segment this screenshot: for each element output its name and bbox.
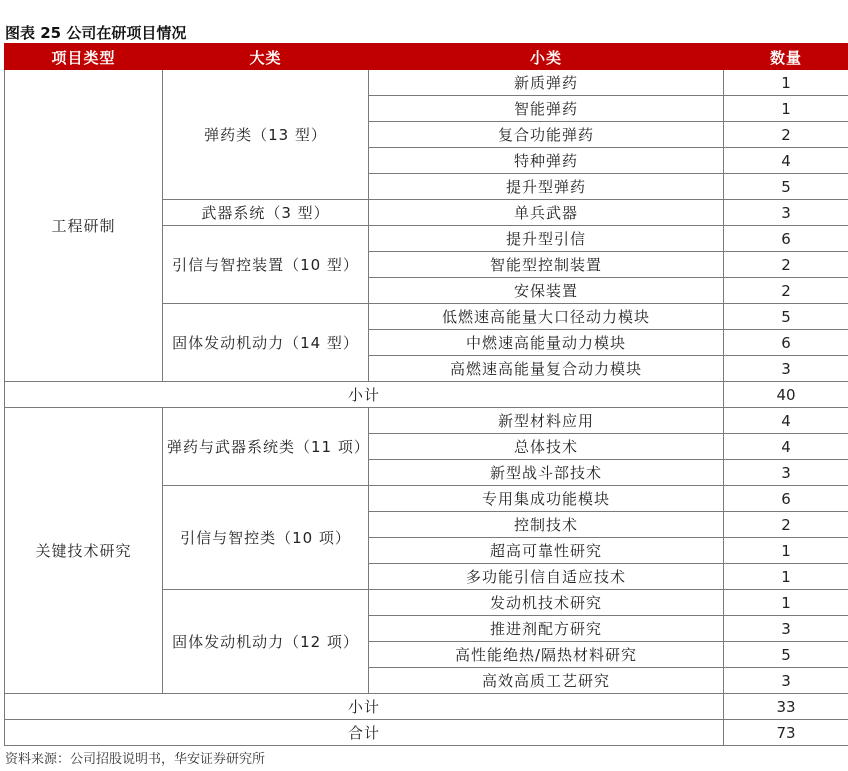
projects-table [4,44,848,746]
count-cell: 5 [724,174,848,200]
count-cell: 3 [724,460,848,486]
project-type-cell: 工程研制 [5,70,163,382]
subtotal-value: 40 [724,382,848,408]
minor-category-cell: 高效高质工艺研究 [369,668,724,694]
count-cell: 1 [724,564,848,590]
minor-category-cell: 智能型控制装置 [369,252,724,278]
minor-category-cell: 低燃速高能量大口径动力模块 [369,304,724,330]
count-cell: 2 [724,252,848,278]
source-note: 资料来源：公司招股说明书，华安证券研究所 [5,752,266,767]
minor-category-cell: 提升型引信 [369,226,724,252]
minor-category-cell: 高燃速高能量复合动力模块 [369,356,724,382]
major-category-cell: 固体发动机动力（12 项） [163,590,369,694]
minor-category-cell: 专用集成功能模块 [369,486,724,512]
major-category-cell: 引信与智控类（10 项） [163,486,369,590]
subtotal-label: 小计 [5,382,724,408]
major-category-cell: 弹药类（13 型） [163,70,369,200]
table-row [5,70,848,96]
total-row [5,720,848,746]
subtotal-row [5,694,848,720]
figure-title: 图表 25 公司在研项目情况 [5,24,187,42]
subtotal-row [5,382,848,408]
major-category-cell: 引信与智控装置（10 型） [163,226,369,304]
count-cell: 4 [724,148,848,174]
minor-category-cell: 安保装置 [369,278,724,304]
minor-category-cell: 发动机技术研究 [369,590,724,616]
header-major-category: 大类 [163,45,369,70]
count-cell: 1 [724,590,848,616]
major-category-cell: 固体发动机动力（14 型） [163,304,369,382]
minor-category-cell: 复合功能弹药 [369,122,724,148]
subtotal-value: 33 [724,694,848,720]
minor-category-cell: 推进剂配方研究 [369,616,724,642]
count-cell: 1 [724,538,848,564]
count-cell: 6 [724,226,848,252]
count-cell: 3 [724,356,848,382]
count-cell: 3 [724,616,848,642]
header-project-type: 项目类型 [5,45,163,70]
minor-category-cell: 控制技术 [369,512,724,538]
count-cell: 2 [724,278,848,304]
count-cell: 2 [724,122,848,148]
minor-category-cell: 特种弹药 [369,148,724,174]
minor-category-cell: 高性能绝热/隔热材料研究 [369,642,724,668]
minor-category-cell: 智能弹药 [369,96,724,122]
minor-category-cell: 总体技术 [369,434,724,460]
count-cell: 4 [724,408,848,434]
count-cell: 6 [724,330,848,356]
table-row [5,408,848,434]
total-label: 合计 [5,720,724,746]
header-minor-category: 小类 [369,45,724,70]
count-cell: 3 [724,668,848,694]
count-cell: 5 [724,642,848,668]
subtotal-label: 小计 [5,694,724,720]
count-cell: 6 [724,486,848,512]
major-category-cell: 武器系统（3 型） [163,200,369,226]
count-cell: 4 [724,434,848,460]
minor-category-cell: 单兵武器 [369,200,724,226]
header-count: 数量 [724,45,848,70]
minor-category-cell: 新型材料应用 [369,408,724,434]
minor-category-cell: 提升型弹药 [369,174,724,200]
count-cell: 5 [724,304,848,330]
count-cell: 1 [724,96,848,122]
minor-category-cell: 新质弹药 [369,70,724,96]
minor-category-cell: 超高可靠性研究 [369,538,724,564]
total-value: 73 [724,720,848,746]
minor-category-cell: 中燃速高能量动力模块 [369,330,724,356]
minor-category-cell: 新型战斗部技术 [369,460,724,486]
major-category-cell: 弹药与武器系统类（11 项） [163,408,369,486]
count-cell: 1 [724,70,848,96]
count-cell: 2 [724,512,848,538]
header-row [5,45,848,70]
minor-category-cell: 多功能引信自适应技术 [369,564,724,590]
count-cell: 3 [724,200,848,226]
project-type-cell: 关键技术研究 [5,408,163,694]
